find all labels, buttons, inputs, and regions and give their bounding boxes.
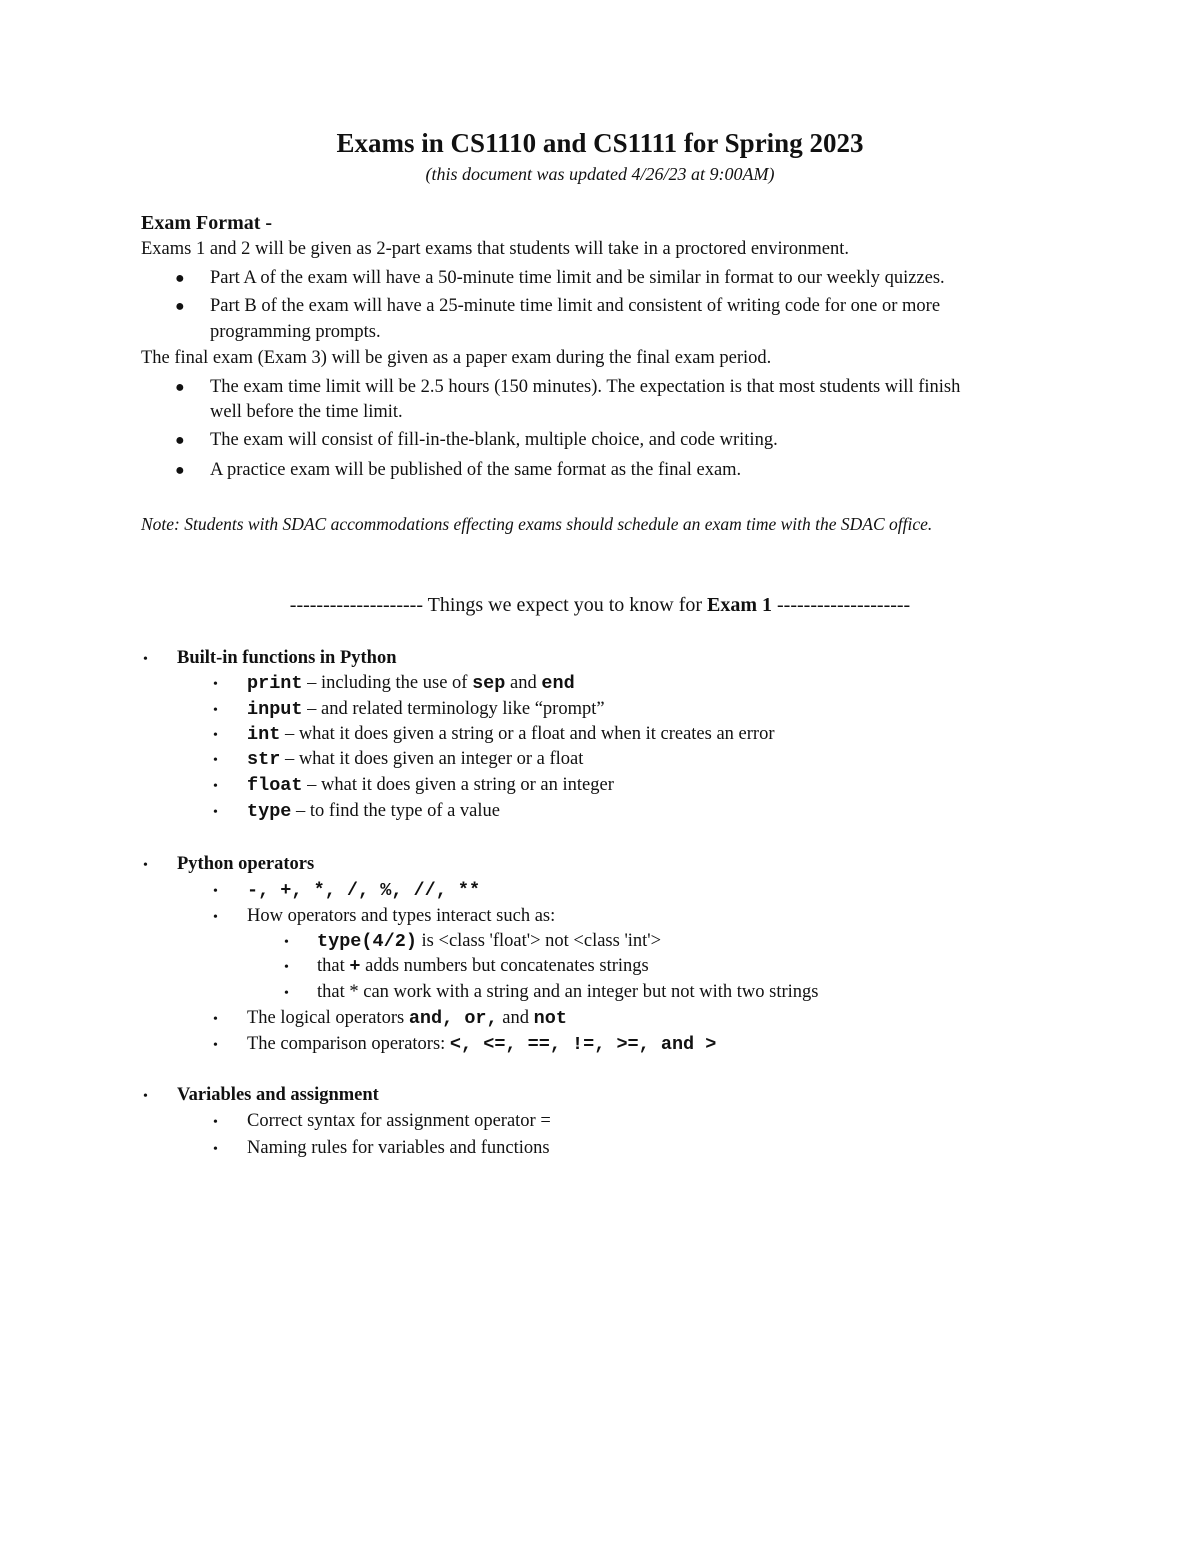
bullet-icon: • <box>213 1142 218 1157</box>
item-text: adds numbers but concatenates strings <box>360 956 649 976</box>
sdac-note: Note: Students with SDAC accommodations effecting exams should schedule an exam time with the SDAC office. <box>141 514 933 534</box>
list-item: The exam time limit will be 2.5 hours (150 minutes). The expectation is that most students will finish <box>210 377 961 397</box>
code-logical: and, or, <box>408 1008 498 1029</box>
bullet-icon: ● <box>175 432 185 449</box>
list-item <box>247 880 480 901</box>
page-subtitle: (this document was updated 4/26/23 at 9:00AM) <box>425 164 775 184</box>
list-item <box>247 1008 567 1029</box>
bullet-icon: • <box>143 858 148 873</box>
item-text: and <box>497 1008 534 1028</box>
code-end: end <box>541 673 575 694</box>
bullet-icon: • <box>213 884 218 899</box>
page-title: Exams in CS1110 and CS1111 for Spring 2023 <box>336 128 864 158</box>
bullet-icon: • <box>213 753 218 768</box>
exam-format-intro: Exams 1 and 2 will be given as 2-part exams that students will take in a proctored environment. <box>141 239 849 259</box>
list-item <box>247 801 500 822</box>
code-plus: + <box>349 956 361 977</box>
item-text: The logical operators <box>247 1008 409 1028</box>
list-item <box>317 956 649 977</box>
final-exam-intro: The final exam (Exam 3) will be given as a paper exam during the final exam period. <box>141 348 772 368</box>
item-text: – what it does given a string or a float and when it creates an error <box>280 724 775 744</box>
bullet-icon: • <box>284 935 289 950</box>
bullet-icon: ● <box>175 379 185 396</box>
bullet-icon: • <box>213 779 218 794</box>
code-str: str <box>247 749 281 770</box>
item-text: and <box>505 673 542 693</box>
item-text: – what it does given a string or an integer <box>302 775 614 795</box>
item-text: is <class 'float'> not <class 'int'> <box>416 931 662 951</box>
bullet-icon: • <box>213 1012 218 1027</box>
list-item <box>317 931 661 952</box>
item-text: – including the use of <box>302 673 473 693</box>
bullet-icon: ● <box>175 298 185 315</box>
list-item: The exam will consist of fill-in-the-blank, multiple choice, and code writing. <box>210 430 778 450</box>
bullet-icon: • <box>213 677 218 692</box>
list-item <box>247 673 575 694</box>
bullet-icon: ● <box>175 270 185 287</box>
divider-left: -------------------- Things we expect you to know for <box>289 594 708 616</box>
code-sep: sep <box>472 673 506 694</box>
bullet-icon: • <box>143 652 148 667</box>
bullet-icon: • <box>213 1115 218 1130</box>
list-item <box>247 749 583 770</box>
code-type-example: type(4/2) <box>317 931 417 952</box>
list-item-continuation: well before the time limit. <box>210 402 403 422</box>
exam-format-heading: Exam Format - <box>141 212 273 234</box>
topic-heading-builtin: Built-in functions in Python <box>177 648 397 668</box>
bullet-icon: • <box>213 1038 218 1053</box>
topic-heading-operators: Python operators <box>177 854 315 874</box>
list-item: How operators and types interact such as: <box>247 906 556 926</box>
code-type: type <box>247 801 292 822</box>
item-text: – and related terminology like “prompt” <box>302 699 605 719</box>
item-text: The comparison operators: <box>247 1034 450 1054</box>
code-print: print <box>247 673 303 694</box>
item-text: that <box>317 956 350 976</box>
list-item-continuation: programming prompts. <box>210 322 381 342</box>
topic-heading-variables: Variables and assignment <box>177 1085 379 1105</box>
code-float: float <box>247 775 303 796</box>
bullet-icon: • <box>213 728 218 743</box>
list-item <box>247 699 605 720</box>
bullet-icon: ● <box>175 462 185 479</box>
list-item: Correct syntax for assignment operator = <box>247 1111 551 1131</box>
bullet-icon: • <box>213 703 218 718</box>
bullet-icon: • <box>143 1089 148 1104</box>
list-item: that * can work with a string and an integer but not with two strings <box>317 982 819 1002</box>
item-text: – to find the type of a value <box>291 801 500 821</box>
list-item: A practice exam will be published of the same format as the final exam. <box>210 460 742 480</box>
bullet-icon: • <box>213 805 218 820</box>
list-item: Naming rules for variables and functions <box>247 1138 550 1158</box>
item-text: – what it does given an integer or a float <box>280 749 584 769</box>
code-comparison: <, <=, ==, !=, >=, and > <box>449 1034 717 1055</box>
code-int: int <box>247 724 281 745</box>
divider-right: -------------------- <box>772 594 911 616</box>
list-item <box>247 1034 716 1055</box>
list-item: Part B of the exam will have a 25-minute time limit and consistent of writing code for one or more <box>210 296 941 316</box>
bullet-icon: • <box>284 960 289 975</box>
code-operators: -, +, *, /, %, //, ** <box>247 880 481 901</box>
list-item: Part A of the exam will have a 50-minute time limit and be similar in format to our weekly quizzes. <box>210 268 945 288</box>
code-input: input <box>247 699 303 720</box>
list-item <box>247 724 775 745</box>
bullet-icon: • <box>213 910 218 925</box>
section-divider <box>0 594 1200 617</box>
code-not: not <box>533 1008 567 1029</box>
divider-exam-label: Exam 1 <box>707 594 773 616</box>
bullet-icon: • <box>284 986 289 1001</box>
list-item <box>247 775 614 796</box>
